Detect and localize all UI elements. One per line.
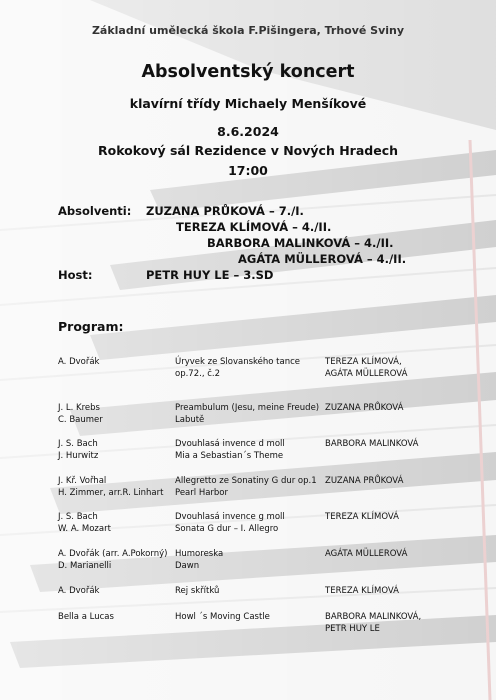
concert-time: 17:00 xyxy=(228,163,268,178)
piece: Preambulum (Jesu, meine Freude) Labutě xyxy=(175,403,320,425)
composer: J. S. Bach J. Hurwitz xyxy=(58,439,99,461)
graduate-name: AGÁTA MÜLLEROVÁ – 4./II. xyxy=(238,252,407,266)
composer: J. L. Krebs C. Baumer xyxy=(58,403,103,425)
graduate-name: BARBORA MALINKOVÁ – 4./II. xyxy=(207,236,394,250)
performer: BARBORA MALINKOVÁ, PETR HUY LE xyxy=(325,612,422,634)
graduates-label: Absolventi: xyxy=(58,204,132,218)
piece: Dvouhlasá invence d moll Mia a Sebastian´s Theme xyxy=(175,439,285,461)
composer: Bella a Lucas xyxy=(58,612,114,622)
piece: Úryvek ze Slovanského tance op.72., č.2 xyxy=(175,357,301,379)
graduate-name: TEREZA KLÍMOVÁ – 4./II. xyxy=(176,220,332,234)
performer: ZUZANA PRŮKOVÁ xyxy=(325,476,404,486)
performer: BARBORA MALINKOVÁ xyxy=(325,439,419,449)
performer: TEREZA KLÍMOVÁ xyxy=(325,586,399,596)
guest-name: PETR HUY LE – 3.SD xyxy=(146,268,274,282)
graduate-name: ZUZANA PRŮKOVÁ – 7./I. xyxy=(146,204,304,218)
performer: ZUZANA PRŮKOVÁ xyxy=(325,403,404,413)
piece: Humoreska Dawn xyxy=(175,549,224,571)
composer: J. S. Bach W. A. Mozart xyxy=(58,512,111,534)
performer: AGÁTA MÜLLEROVÁ xyxy=(325,549,408,559)
piece: Allegretto ze Sonatiny G dur op.1 Pearl Harbor xyxy=(175,476,317,498)
performer: TEREZA KLÍMOVÁ, AGÁTA MÜLLEROVÁ xyxy=(325,357,408,379)
piece: Dvouhlasá invence g moll Sonata G dur – I. Allegro xyxy=(175,512,285,534)
school-name: Základní umělecká škola F.Pišingera, Trhové Sviny xyxy=(91,24,405,37)
concert-subtitle: klavírní třídy Michaely Menšíkové xyxy=(129,96,367,111)
composer: A. Dvořák xyxy=(58,586,100,596)
composer: J. Kř. Vořhal H. Zimmer, arr.R. Linhart xyxy=(58,476,164,498)
guest-label: Host: xyxy=(58,268,93,282)
composer: A. Dvořák xyxy=(58,357,100,367)
piece: Rej skřítků xyxy=(175,586,220,596)
concert-venue: Rokokový sál Rezidence v Nových Hradech xyxy=(97,143,399,158)
concert-title: Absolventský koncert xyxy=(141,62,355,82)
concert-date: 8.6.2024 xyxy=(217,124,279,139)
composer: A. Dvořák (arr. A.Pokorný) D. Marianelli xyxy=(58,549,168,571)
program-title: Program: xyxy=(58,319,124,334)
performer: TEREZA KLÍMOVÁ xyxy=(325,512,399,522)
piece: Howl ´s Moving Castle xyxy=(175,612,270,622)
